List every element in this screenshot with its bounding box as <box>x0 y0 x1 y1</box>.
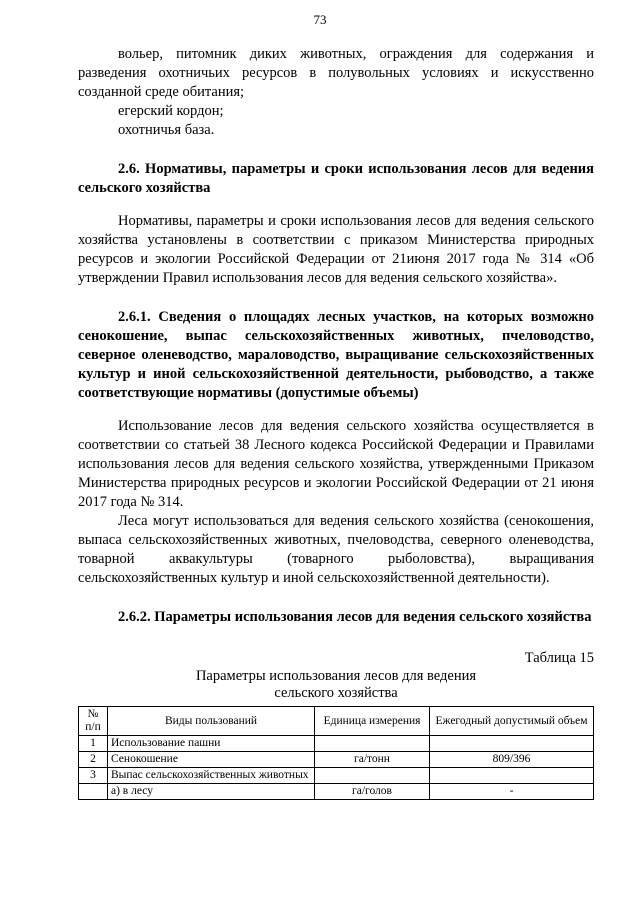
table-row <box>79 784 594 800</box>
cell-volume <box>430 768 594 784</box>
cell-type: Использование пашни <box>108 736 315 752</box>
section-2-6-1-paragraph-2: Леса могут использоваться для ведения сельского хозяйства (сенокошения, выпаса сельскохозяйственных животных, пчеловодства, северного оленеводства, товарной аквакультуры (товарного рыболовства), выращивания сельскохозяйственных культур и иной сельскохозяйственной деятельности). <box>78 513 594 586</box>
header-num: № п/п <box>79 707 108 736</box>
page-number: 73 <box>313 12 327 27</box>
intro-item-1: егерский кордон; <box>118 103 224 119</box>
cell-type: Выпас сельскохозяйственных животных <box>108 768 315 784</box>
header-unit: Единица измерения <box>315 707 430 736</box>
page-content <box>78 45 594 800</box>
usage-parameters-table <box>78 706 594 800</box>
cell-num: 1 <box>79 736 108 752</box>
table-row <box>79 768 594 784</box>
section-2-6-2-heading: 2.6.2. Параметры использования лесов для ведения сельского хозяйства <box>118 609 592 625</box>
cell-volume <box>430 736 594 752</box>
cell-unit: га/тонн <box>315 752 430 768</box>
section-2-6-heading: 2.6. Нормативы, параметры и сроки использования лесов для ведения сельского хозяйства <box>78 161 594 196</box>
cell-type: а) в лесу <box>108 784 315 800</box>
table-caption: Таблица 15 <box>524 650 594 666</box>
cell-unit <box>315 736 430 752</box>
cell-volume: 809/396 <box>430 752 594 768</box>
section-2-6-text: Нормативы, параметры и сроки использования лесов для ведения сельского хозяйства установлены в соответствии с приказом Министерства природных ресурсов и экологии Российской Федерации от 21июня 2017 года № 314 «Об утверждении Правил использования лесов для ведения сельского хозяйства». <box>78 213 594 286</box>
cell-num <box>79 784 108 800</box>
header-volume: Ежегодный допустимый объем <box>430 707 594 736</box>
table-header-row <box>79 707 594 736</box>
cell-volume: - <box>430 784 594 800</box>
section-2-6-1-paragraph-1: Использование лесов для ведения сельского хозяйства осуществляется в соответствии со статьей 38 Лесного кодекса Российской Федерации и Правилами использования лесов для ведения сельского хозяйства, утвержденными Приказом Министерства природных ресурсов и экологии Российской Федерации от 21 июня 2017 года № 314. <box>78 418 594 510</box>
cell-num: 3 <box>79 768 108 784</box>
intro-item-2: охотничья база. <box>118 122 215 138</box>
header-type: Виды пользований <box>108 707 315 736</box>
cell-num: 2 <box>79 752 108 768</box>
table-title: Параметры использования лесов для ведения сельского хозяйства <box>195 668 477 701</box>
table-row <box>79 752 594 768</box>
intro-continuation: вольер, питомник диких животных, ограждения для содержания и разведения охотничьих ресурсов в полувольных условиях и искусственно созданной среде обитания; <box>78 46 594 100</box>
cell-type: Сенокошение <box>108 752 315 768</box>
cell-unit: га/голов <box>315 784 430 800</box>
section-2-6-1-heading: 2.6.1. Сведения о площадях лесных участков, на которых возможно сенокошение, выпас сельскохозяйственных животных, пчеловодство, северное оленеводство, мараловодство, выращивание сельскохозяйственных культур и иной сельскохозяйственной деятельности, рыбоводство, а также соответствующие нормативы (допустимые объемы) <box>78 309 594 401</box>
cell-unit <box>315 768 430 784</box>
table-row <box>79 736 594 752</box>
